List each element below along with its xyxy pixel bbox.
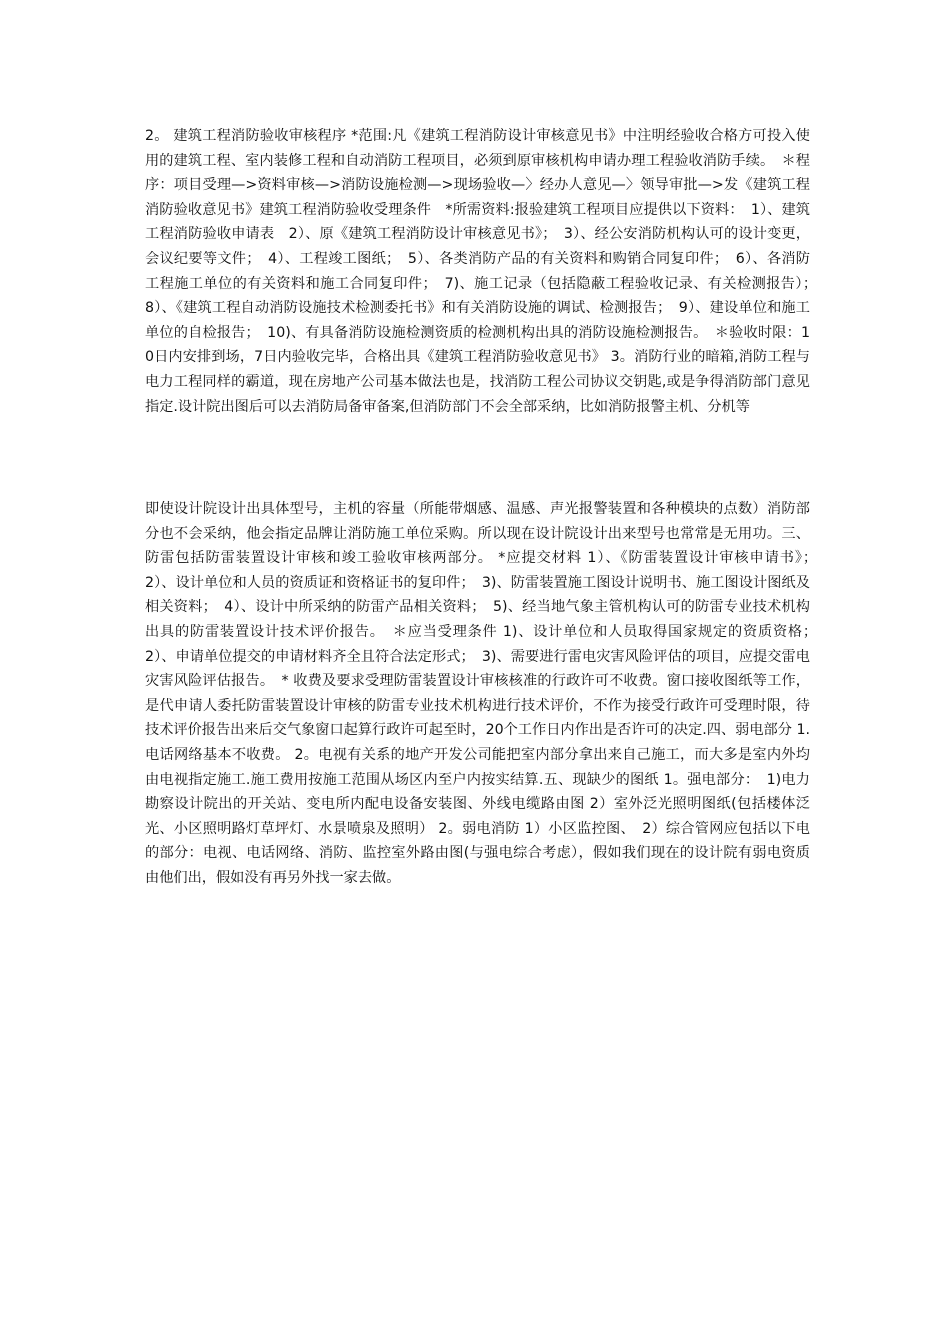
body-paragraph-lightning-and-weak-current: 即使设计院设计出具体型号，主机的容量（所能带烟感、温感、声光报警装置和各种模块的点数）消防部分也不会采纳，他会指定品牌让消防施工单位采购。所以现在设计院设计出来型号也常常是无用功。三、防雷包括防雷装置设计审核和竣工验收审核两部分。 *应提交材料 1）、《防雷装置设计审核申请书》； 2）、设计单位和人员的资质证和资格证书的复印件； 3)、防雷装置施工图设计说明书、施工图设计图纸及相关资料； 4）、设计中所采纳的防雷产品相关资料； 5)、经当地气象主管机构认可的防雷专业技术机构出具的防雷装置设计技术评价报告。 ＊应当受理条件 1)、设计单位和人员取得国家规定的资质资格； 2）、申请单位提交的申请材料齐全且符合法定形式； 3)、需要进行雷电灾害风险评估的项目，应提交雷电灾害风险评估报告。 * 收费及要求受理防雷装置设计审核核准的行政许可不收费。窗口接收图纸等工作，是代申请人委托防雷装置设计审核的防雷专业技术机构进行技术评价，不作为接受行政许可受理时限，待技术评价报告出来后交气象窗口起算行政许可起至时，20个工作日内作出是否许可的决定.四、弱电部分 1.电话网络基本不收费。 2。电视有关系的地产开发公司能把室内部分拿出来自己施工，而大多是室内外均由电视指定施工.施工费用按施工范围从场区内至户内按实结算.五、现缺少的图纸 1。强电部分： 1)电力勘察设计院出的开关站、变电所内配电设备安装图、外线电缆路由图 2）室外泛光照明图纸(包括楼体泛光、小区照明路灯草坪灯、水景喷泉及照明） 2。弱电消防 1）小区监控图、 2）综合管网应包括以下电的部分：电视、电话网络、消防、监控室外路由图(与强电综合考虑），假如我们现在的设计院有弱电资质由他们出，假如没有再另外找一家去做。 — [145, 501, 825, 886]
body-paragraph-fire-acceptance: 2。 建筑工程消防验收审核程序 *范围:凡《建筑工程消防设计审核意见书》中注明经验收合格方可投入使用的建筑工程、室内装修工程和自动消防工程项目，必须到原审核机构申请办理工程验收消防手续。 ＊程序：项目受理—>资料审核—>消防设施检测—>现场验收—〉经办人意见—〉领导审批—>发《建筑工程消防验收意见书》建筑工程消防验收受理条件 *所需资料:报验建筑工程项目应提供以下资料： 1）、建筑工程消防验收申请表 2）、原《建筑工程消防设计审核意见书》； 3）、经公安消防机构认可的设计变更，会议纪要等文件； 4）、工程竣工图纸； 5）、各类消防产品的有关资料和购销合同复印件； 6）、各消防工程施工单位的有关资料和施工合同复印件； 7)、施工记录（包括隐蔽工程验收记录、有关检测报告）； 8）、《建筑工程自动消防设施技术检测委托书》和有关消防设施的调试、检测报告； 9）、建设单位和施工单位的自检报告； 10)、有具备消防设施检测资质的检测机构出具的消防设施检测报告。 ＊验收时限：10日内安排到场，7日内验收完毕，合格出具《建筑工程消防验收意见书》 3。消防行业的暗箱,消防工程与电力工程同样的霸道，现在房地产公司基本做法也是，找消防工程公司协议交钥匙,或是争得消防部门意见指定.设计院出图后可以去消防局备审备案,但消防部门不会全部采纳，比如消防报警主机、分机等 — [145, 128, 825, 415]
